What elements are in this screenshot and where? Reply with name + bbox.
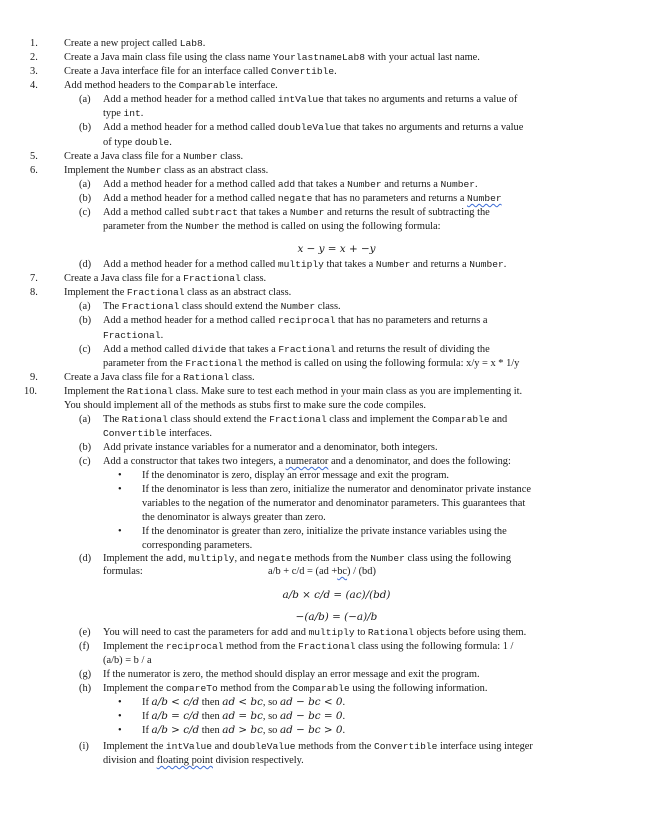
math-expression: a/b = c/d — [151, 710, 200, 722]
text-run: Implement the — [64, 165, 127, 176]
text-run: . — [334, 66, 337, 77]
list-line — [64, 150, 243, 164]
bullet-marker: • — [118, 484, 122, 495]
list-line — [103, 455, 511, 469]
list-line — [142, 525, 507, 539]
list-line — [64, 164, 268, 178]
list-line — [103, 640, 513, 654]
list-line — [64, 399, 426, 413]
list-marker: (b) — [79, 442, 92, 453]
list-line — [103, 357, 519, 371]
code-identifier: Fractional — [297, 641, 356, 652]
text-run: and — [211, 741, 233, 752]
list-line — [142, 724, 345, 738]
text-run: that has no parameters and returns a — [312, 193, 468, 204]
code-identifier: Lab8 — [179, 38, 203, 49]
text-run: corresponding parameters. — [142, 540, 253, 551]
text-run: methods from the — [295, 741, 375, 752]
list-line — [103, 192, 502, 206]
text-run: the method is called on using the following formula: — [219, 221, 441, 232]
list-line — [0, 243, 653, 257]
text-run: class. — [217, 151, 244, 162]
list-marker: 6. — [30, 165, 38, 176]
text-run: Add a method header for a method called — [103, 315, 278, 326]
text-run: using the following information. — [349, 683, 488, 694]
text-run: . — [140, 108, 144, 119]
list-marker: 4. — [30, 80, 38, 91]
list-line — [64, 79, 278, 93]
list-marker: (a) — [79, 179, 91, 190]
text-run: Add a method header for a method called — [103, 193, 278, 204]
code-identifier: multiply — [277, 259, 324, 270]
text-run: class using the following — [404, 553, 512, 564]
code-identifier: Comparable — [292, 683, 350, 694]
list-marker: (c) — [79, 456, 91, 467]
list-marker: (c) — [79, 344, 91, 355]
text-run: . — [160, 330, 164, 341]
code-identifier: negate — [257, 553, 292, 564]
text-run: Create a Java main class file using the class name — [64, 52, 273, 63]
text-run: interface using integer — [437, 741, 533, 752]
list-marker: (f) — [79, 641, 90, 652]
text-run: If the denominator is zero, display an error message and exit the program. — [142, 470, 449, 481]
math-expression: a/b > c/d — [151, 724, 200, 736]
text-run: Implement the — [103, 741, 166, 752]
list-line — [64, 371, 255, 385]
text-run: that takes a — [323, 259, 376, 270]
list-marker: (d) — [79, 553, 92, 564]
text-run: the method is called on using the following formula: x/y = x * 1/y — [242, 358, 520, 369]
code-identifier: negate — [277, 193, 313, 204]
text-run: If — [142, 725, 152, 736]
text-run: that takes no arguments and returns a value — [341, 122, 524, 133]
math-expression: ad − bc = 0 — [279, 710, 343, 722]
code-identifier: Number — [375, 259, 411, 270]
text-run: then — [199, 725, 223, 736]
list-line — [103, 121, 523, 135]
math-expression: ad − bc < 0 — [279, 696, 343, 708]
text-run: and returns a — [381, 179, 441, 190]
text-run: Add a method called — [103, 207, 192, 218]
text-run: to — [354, 627, 368, 638]
formula-text: bc — [337, 566, 348, 577]
list-line — [103, 178, 478, 192]
text-run: then — [199, 711, 223, 722]
list-marker: 5. — [30, 151, 38, 162]
code-identifier: subtract — [191, 207, 238, 218]
text-run: You should implement all of the methods as stubs first to make sure the code compiles. — [64, 400, 426, 411]
list-marker: (b) — [79, 315, 92, 326]
list-line — [142, 539, 252, 553]
list-line — [142, 511, 326, 525]
code-identifier: Convertible — [103, 428, 167, 439]
code-identifier: Rational — [367, 627, 414, 638]
code-identifier: divide — [191, 344, 227, 355]
math-expression: −(a/b) = (−a)/b — [295, 611, 378, 623]
text-run: and returns a — [410, 259, 470, 270]
text-run: class as an abstract class. — [161, 165, 269, 176]
list-line — [103, 220, 441, 234]
text-run: and returns the result of dividing the — [335, 344, 490, 355]
text-run: If the denominator is less than zero, initialize the numerator and denominator private instance — [142, 484, 531, 495]
text-run: then — [199, 697, 223, 708]
list-marker: (e) — [79, 627, 91, 638]
code-identifier: Rational — [183, 372, 230, 383]
list-line — [103, 343, 490, 357]
list-marker: 9. — [30, 372, 38, 383]
code-identifier: Fractional — [269, 414, 327, 425]
code-identifier: Number — [370, 553, 405, 564]
text-run: division and — [103, 755, 157, 766]
code-identifier: Number — [467, 193, 502, 204]
code-identifier: multiply — [308, 627, 355, 638]
list-line — [64, 37, 205, 51]
code-identifier: add — [165, 553, 184, 564]
code-identifier: Number — [185, 221, 220, 232]
text-run: Add method headers to the — [64, 80, 179, 91]
text-run: class. Make sure to test each method in your main class as you are implementing it. — [172, 386, 523, 397]
text-run: class should extend the — [179, 301, 281, 312]
text-run: type — [103, 108, 124, 119]
list-marker: (b) — [79, 193, 92, 204]
text-run: . — [169, 137, 172, 148]
list-line — [103, 258, 506, 272]
text-run: Create a new project called — [64, 38, 180, 49]
list-line — [103, 740, 533, 754]
text-run: methods from the — [291, 553, 371, 564]
text-run: with your actual last name. — [365, 52, 480, 63]
code-identifier: reciprocal — [165, 641, 224, 652]
text-run: Create a Java interface file for an interface called — [64, 66, 271, 77]
code-identifier: Number — [280, 301, 316, 312]
text-run: Implement the — [64, 386, 127, 397]
list-line — [103, 329, 163, 343]
text-run: If the denominator is greater than zero, initialize the private instance variables using the — [142, 526, 507, 537]
list-marker: 10. — [24, 386, 37, 397]
list-line — [142, 469, 449, 483]
math-expression: ad − bc > 0 — [279, 724, 343, 736]
code-identifier: Fractional — [183, 273, 241, 284]
text-run: , so — [262, 697, 280, 708]
text-run: Implement the — [103, 683, 166, 694]
text-run: that takes a — [295, 179, 348, 190]
code-identifier: add — [277, 179, 296, 190]
text-run: class and implement the — [326, 414, 433, 425]
math-expression: ad > bc — [222, 724, 263, 736]
spellcheck-flagged-word: numerator — [285, 456, 329, 467]
bullet-marker: • — [118, 725, 122, 736]
code-identifier: doubleValue — [277, 122, 342, 133]
list-line — [0, 611, 653, 625]
text-run: objects before using them. — [413, 627, 527, 638]
code-identifier: Number — [183, 151, 218, 162]
bullet-marker: • — [118, 697, 122, 708]
text-run: Create a Java class file for a — [64, 372, 184, 383]
text-run: Add a method called — [103, 344, 192, 355]
list-line — [64, 65, 337, 79]
text-run: Implement the — [103, 553, 166, 564]
list-marker: 7. — [30, 273, 38, 284]
text-run: that has no parameters and returns a — [335, 315, 488, 326]
code-identifier: Fractional — [185, 358, 243, 369]
code-identifier: Convertible — [270, 66, 335, 77]
text-run: , and — [234, 553, 258, 564]
text-run: class. — [240, 273, 267, 284]
text-run: that takes no arguments and returns a value of — [323, 94, 518, 105]
text-run: class. — [315, 301, 341, 312]
list-line — [103, 136, 172, 150]
text-run: method from the — [217, 683, 293, 694]
text-run: class. — [229, 372, 255, 383]
text-run: . — [342, 725, 346, 736]
list-line — [103, 300, 341, 314]
list-marker: (a) — [79, 94, 91, 105]
text-run: You will need to cast the parameters for — [103, 627, 272, 638]
text-run: of type — [103, 137, 135, 148]
list-line — [103, 93, 517, 107]
bullet-marker: • — [118, 711, 122, 722]
code-identifier: Number — [469, 259, 504, 270]
text-run: Implement the — [64, 287, 127, 298]
text-run: class as an abstract class. — [184, 287, 292, 298]
text-run: . — [475, 179, 478, 190]
text-run: division respectively. — [212, 755, 304, 766]
code-identifier: Fractional — [278, 344, 336, 355]
text-run: If — [142, 697, 152, 708]
list-line — [103, 754, 304, 768]
math-expression: x − y = x + −y — [297, 243, 376, 255]
list-marker: (a) — [79, 301, 91, 312]
text-run: and — [288, 627, 309, 638]
list-marker: (c) — [79, 207, 91, 218]
bullet-marker: • — [118, 526, 122, 537]
list-line — [142, 497, 525, 511]
code-identifier: Fractional — [126, 287, 185, 298]
add-formula — [268, 565, 376, 579]
text-run: variables to the negation of the numerator and denominator parameters. This guarantees that — [142, 498, 526, 509]
text-run: Add a method header for a method called — [103, 179, 278, 190]
text-run: Add a method header for a method called — [103, 94, 278, 105]
formula-text: ) / (bd) — [347, 566, 376, 577]
list-marker: (h) — [79, 683, 92, 694]
text-run: interfaces. — [166, 428, 212, 439]
list-line — [103, 427, 212, 441]
list-line — [103, 552, 511, 566]
text-run: that takes a — [237, 207, 290, 218]
code-identifier: Rational — [121, 414, 168, 425]
code-identifier: intValue — [277, 94, 324, 105]
text-run: . — [342, 697, 346, 708]
code-identifier: Comparable — [432, 414, 490, 425]
list-marker: (d) — [79, 259, 92, 270]
list-line — [64, 51, 480, 65]
list-line — [142, 483, 531, 497]
list-marker: 2. — [30, 52, 38, 63]
list-line — [103, 107, 143, 121]
code-identifier: reciprocal — [277, 315, 336, 326]
code-identifier: int — [123, 108, 141, 119]
list-marker: 1. — [30, 38, 38, 49]
list-line — [103, 413, 507, 427]
text-run: Implement the — [103, 641, 166, 652]
list-line — [103, 565, 143, 579]
math-expression: a/b × c/d = (ac)/(bd) — [282, 589, 391, 601]
text-run: If — [142, 711, 152, 722]
code-identifier: double — [134, 137, 170, 148]
list-line — [103, 626, 526, 640]
code-identifier: intValue — [165, 741, 212, 752]
text-run: formulas: — [103, 566, 143, 577]
list-line — [103, 441, 438, 455]
list-line — [103, 654, 152, 668]
code-identifier: YourlastnameLab8 — [272, 52, 366, 63]
formula-text: a/b + c/d = (ad + — [268, 566, 338, 577]
list-line — [103, 206, 490, 220]
code-identifier: Rational — [126, 386, 173, 397]
list-marker: 3. — [30, 66, 38, 77]
list-marker: 8. — [30, 287, 38, 298]
list-line — [142, 710, 345, 724]
text-run: class should extend the — [167, 414, 270, 425]
list-marker: (b) — [79, 122, 92, 133]
text-run: (a/b) = b / a — [103, 655, 152, 666]
text-run: , so — [262, 711, 280, 722]
list-line — [103, 314, 487, 328]
math-expression: ad = bc — [222, 710, 263, 722]
code-identifier: compareTo — [165, 683, 218, 694]
text-run: The — [103, 414, 122, 425]
text-run: , — [183, 553, 189, 564]
code-identifier: Comparable — [178, 80, 237, 91]
text-run: and a denominator, and does the following: — [328, 456, 511, 467]
list-line — [64, 385, 522, 399]
text-run: class using the following formula: 1 / — [355, 641, 514, 652]
code-identifier: Fractional — [121, 301, 180, 312]
bullet-marker: • — [118, 470, 122, 481]
list-line — [0, 589, 653, 603]
list-line — [64, 286, 291, 300]
text-run: and — [489, 414, 508, 425]
math-expression: ad < bc — [222, 696, 263, 708]
code-identifier: Convertible — [374, 741, 438, 752]
spellcheck-flagged-word: floating point — [156, 755, 213, 766]
list-marker: (i) — [79, 741, 89, 752]
text-run: that takes a — [226, 344, 279, 355]
code-identifier: Number — [289, 207, 325, 218]
text-run: interface. — [236, 80, 278, 91]
code-identifier: Fractional — [103, 330, 161, 341]
text-run: Add a method header for a method called — [103, 259, 278, 270]
text-run: parameter from the — [103, 221, 186, 232]
list-line — [142, 696, 345, 710]
text-run: Add a method header for a method called — [103, 122, 278, 133]
code-identifier: multiply — [188, 553, 235, 564]
list-marker: (a) — [79, 414, 91, 425]
text-run: Create a Java class file for a — [64, 151, 184, 162]
text-run: . — [503, 259, 507, 270]
list-line — [64, 272, 266, 286]
text-run: If the numerator is zero, the method should display an error message and exit the program. — [103, 669, 480, 680]
text-run: the denominator is always greater than zero. — [142, 512, 326, 523]
code-identifier: Number — [126, 165, 162, 176]
text-run: parameter from the — [103, 358, 186, 369]
text-run: . — [342, 711, 346, 722]
text-run: Create a Java class file for a — [64, 273, 184, 284]
text-run: The — [103, 301, 122, 312]
code-identifier: doubleValue — [232, 741, 296, 752]
list-line — [103, 682, 487, 696]
text-run: Add a constructor that takes two integers, a — [103, 456, 286, 467]
math-expression: a/b < c/d — [151, 696, 200, 708]
text-run: , so — [262, 725, 280, 736]
text-run: and returns the result of subtracting the — [324, 207, 490, 218]
code-identifier: Number — [440, 179, 476, 190]
list-marker: (g) — [79, 669, 92, 680]
list-line — [103, 668, 480, 682]
text-run: method from the — [223, 641, 298, 652]
text-run: Add private instance variables for a numerator and a denominator, both integers. — [103, 442, 438, 453]
text-run: . — [202, 38, 206, 49]
code-identifier: Number — [347, 179, 382, 190]
code-identifier: add — [271, 627, 289, 638]
